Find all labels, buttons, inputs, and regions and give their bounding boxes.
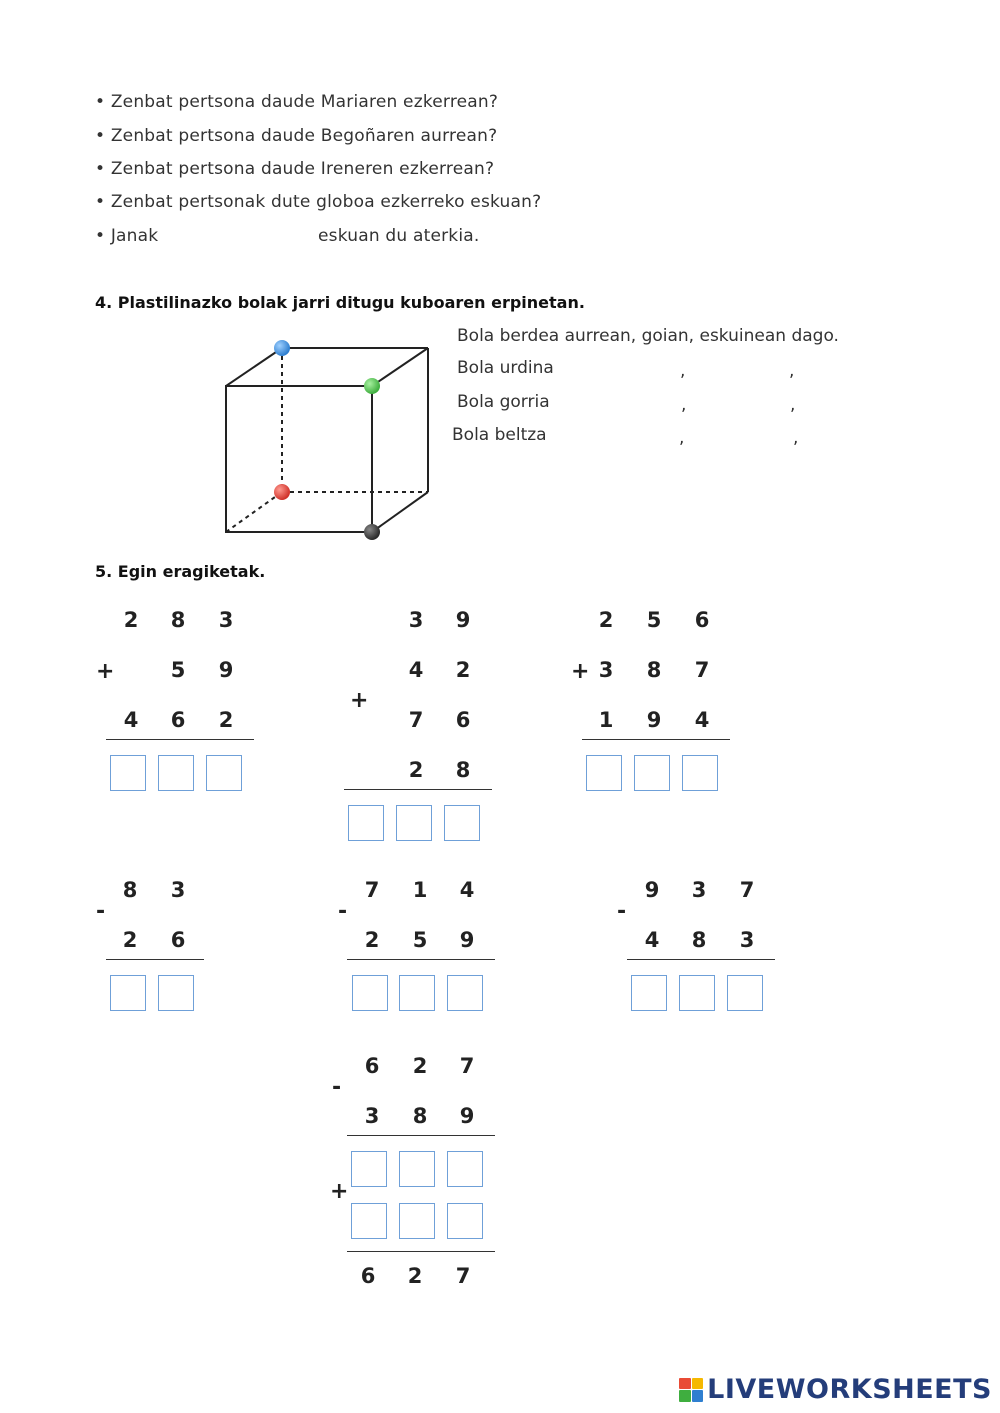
question-janak-prefix: • Janak xyxy=(95,226,159,246)
comma: , xyxy=(681,395,687,415)
question-maria: • Zenbat pertsona daude Mariaren ezkerrean? xyxy=(95,92,499,112)
digit: 9 xyxy=(459,1104,475,1128)
digit: 2 xyxy=(455,658,471,682)
sum-line xyxy=(347,1251,495,1252)
answer-box[interactable] xyxy=(348,805,384,841)
digit: 7 xyxy=(459,1054,475,1078)
plus-sign: + xyxy=(96,659,115,684)
digit: 2 xyxy=(122,928,138,952)
ball-row-gorria: Bola gorria xyxy=(457,392,550,412)
digit: 6 xyxy=(455,708,471,732)
answer-box[interactable] xyxy=(351,1203,387,1239)
digit: 9 xyxy=(459,928,475,952)
ball-green xyxy=(364,378,380,394)
digit: 8 xyxy=(646,658,662,682)
digit: 2 xyxy=(123,608,139,632)
answer-box[interactable] xyxy=(110,755,146,791)
digit: 3 xyxy=(364,1104,380,1128)
digit: 4 xyxy=(459,878,475,902)
answer-box[interactable] xyxy=(679,975,715,1011)
difference-line xyxy=(627,959,775,960)
ball-black xyxy=(364,524,380,540)
answer-box[interactable] xyxy=(396,805,432,841)
ball-red xyxy=(274,484,290,500)
answer-box[interactable] xyxy=(352,975,388,1011)
difference-line xyxy=(347,959,495,960)
question-irene: • Zenbat pertsona daude Ireneren ezkerrean? xyxy=(95,159,495,179)
digit: 3 xyxy=(739,928,755,952)
answer-box[interactable] xyxy=(110,975,146,1011)
answer-box[interactable] xyxy=(586,755,622,791)
digit: 8 xyxy=(412,1104,428,1128)
ball-blue xyxy=(274,340,290,356)
digit: 1 xyxy=(412,878,428,902)
digit: 8 xyxy=(455,758,471,782)
digit: 2 xyxy=(407,1264,423,1288)
answer-box[interactable] xyxy=(351,1151,387,1187)
minus-sign: - xyxy=(338,899,348,924)
digit: 2 xyxy=(408,758,424,782)
answer-box[interactable] xyxy=(444,805,480,841)
answer-box[interactable] xyxy=(206,755,242,791)
digit: 7 xyxy=(455,1264,471,1288)
minus-sign: - xyxy=(96,899,106,924)
question-janak-suffix: eskuan du aterkia. xyxy=(318,226,480,246)
digit: 4 xyxy=(644,928,660,952)
digit: 9 xyxy=(455,608,471,632)
digit: 6 xyxy=(360,1264,376,1288)
digit: 8 xyxy=(170,608,186,632)
answer-box[interactable] xyxy=(399,975,435,1011)
digit: 9 xyxy=(646,708,662,732)
answer-box[interactable] xyxy=(158,975,194,1011)
sum-line xyxy=(106,739,254,740)
question-begona: • Zenbat pertsona daude Begoñaren aurrean? xyxy=(95,126,498,146)
comma: , xyxy=(793,428,799,448)
plus-sign: + xyxy=(350,688,369,713)
digit: 2 xyxy=(598,608,614,632)
answer-box[interactable] xyxy=(682,755,718,791)
digit: 4 xyxy=(694,708,710,732)
cube-diagram xyxy=(200,330,440,550)
digit: 7 xyxy=(364,878,380,902)
answer-box[interactable] xyxy=(631,975,667,1011)
digit: 6 xyxy=(694,608,710,632)
sum-line xyxy=(344,789,492,790)
sum-line xyxy=(582,739,730,740)
digit: 6 xyxy=(364,1054,380,1078)
answer-box[interactable] xyxy=(399,1203,435,1239)
digit: 5 xyxy=(646,608,662,632)
comma: , xyxy=(789,361,795,381)
digit: 2 xyxy=(412,1054,428,1078)
minus-sign: - xyxy=(332,1075,342,1100)
digit: 3 xyxy=(598,658,614,682)
digit: 1 xyxy=(598,708,614,732)
plus-sign: + xyxy=(571,659,590,684)
digit: 5 xyxy=(412,928,428,952)
digit: 6 xyxy=(170,708,186,732)
digit: 3 xyxy=(218,608,234,632)
minus-sign: - xyxy=(617,899,627,924)
digit: 4 xyxy=(123,708,139,732)
ball-example: Bola berdea aurrean, goian, eskuinean dago. xyxy=(457,326,839,346)
plus-sign: + xyxy=(330,1179,349,1204)
digit: 3 xyxy=(170,878,186,902)
digit: 6 xyxy=(170,928,186,952)
digit: 9 xyxy=(644,878,660,902)
digit: 7 xyxy=(408,708,424,732)
ball-row-beltza: Bola beltza xyxy=(452,425,547,445)
digit: 8 xyxy=(122,878,138,902)
digit: 3 xyxy=(691,878,707,902)
answer-box[interactable] xyxy=(447,975,483,1011)
digit: 4 xyxy=(408,658,424,682)
section4-title: 4. Plastilinazko bolak jarri ditugu kuboaren erpinetan. xyxy=(95,293,585,312)
logo-icon xyxy=(679,1378,703,1402)
digit: 3 xyxy=(408,608,424,632)
comma: , xyxy=(679,428,685,448)
comma: , xyxy=(790,395,796,415)
answer-box[interactable] xyxy=(727,975,763,1011)
question-globoa: • Zenbat pertsonak dute globoa ezkerreko eskuan? xyxy=(95,192,542,212)
difference-line xyxy=(347,1135,495,1136)
digit: 8 xyxy=(691,928,707,952)
logo-text: LIVEWORKSHEETS xyxy=(707,1374,992,1405)
digit: 2 xyxy=(218,708,234,732)
answer-box[interactable] xyxy=(447,1203,483,1239)
digit: 9 xyxy=(218,658,234,682)
digit: 5 xyxy=(170,658,186,682)
answer-box[interactable] xyxy=(634,755,670,791)
ball-row-urdina: Bola urdina xyxy=(457,358,554,378)
liveworksheets-logo xyxy=(679,1374,992,1405)
digit: 7 xyxy=(694,658,710,682)
digit: 7 xyxy=(739,878,755,902)
digit: 2 xyxy=(364,928,380,952)
answer-box[interactable] xyxy=(158,755,194,791)
difference-line xyxy=(106,959,204,960)
answer-box[interactable] xyxy=(447,1151,483,1187)
comma: , xyxy=(680,361,686,381)
section5-title: 5. Egin eragiketak. xyxy=(95,562,266,581)
answer-box[interactable] xyxy=(399,1151,435,1187)
